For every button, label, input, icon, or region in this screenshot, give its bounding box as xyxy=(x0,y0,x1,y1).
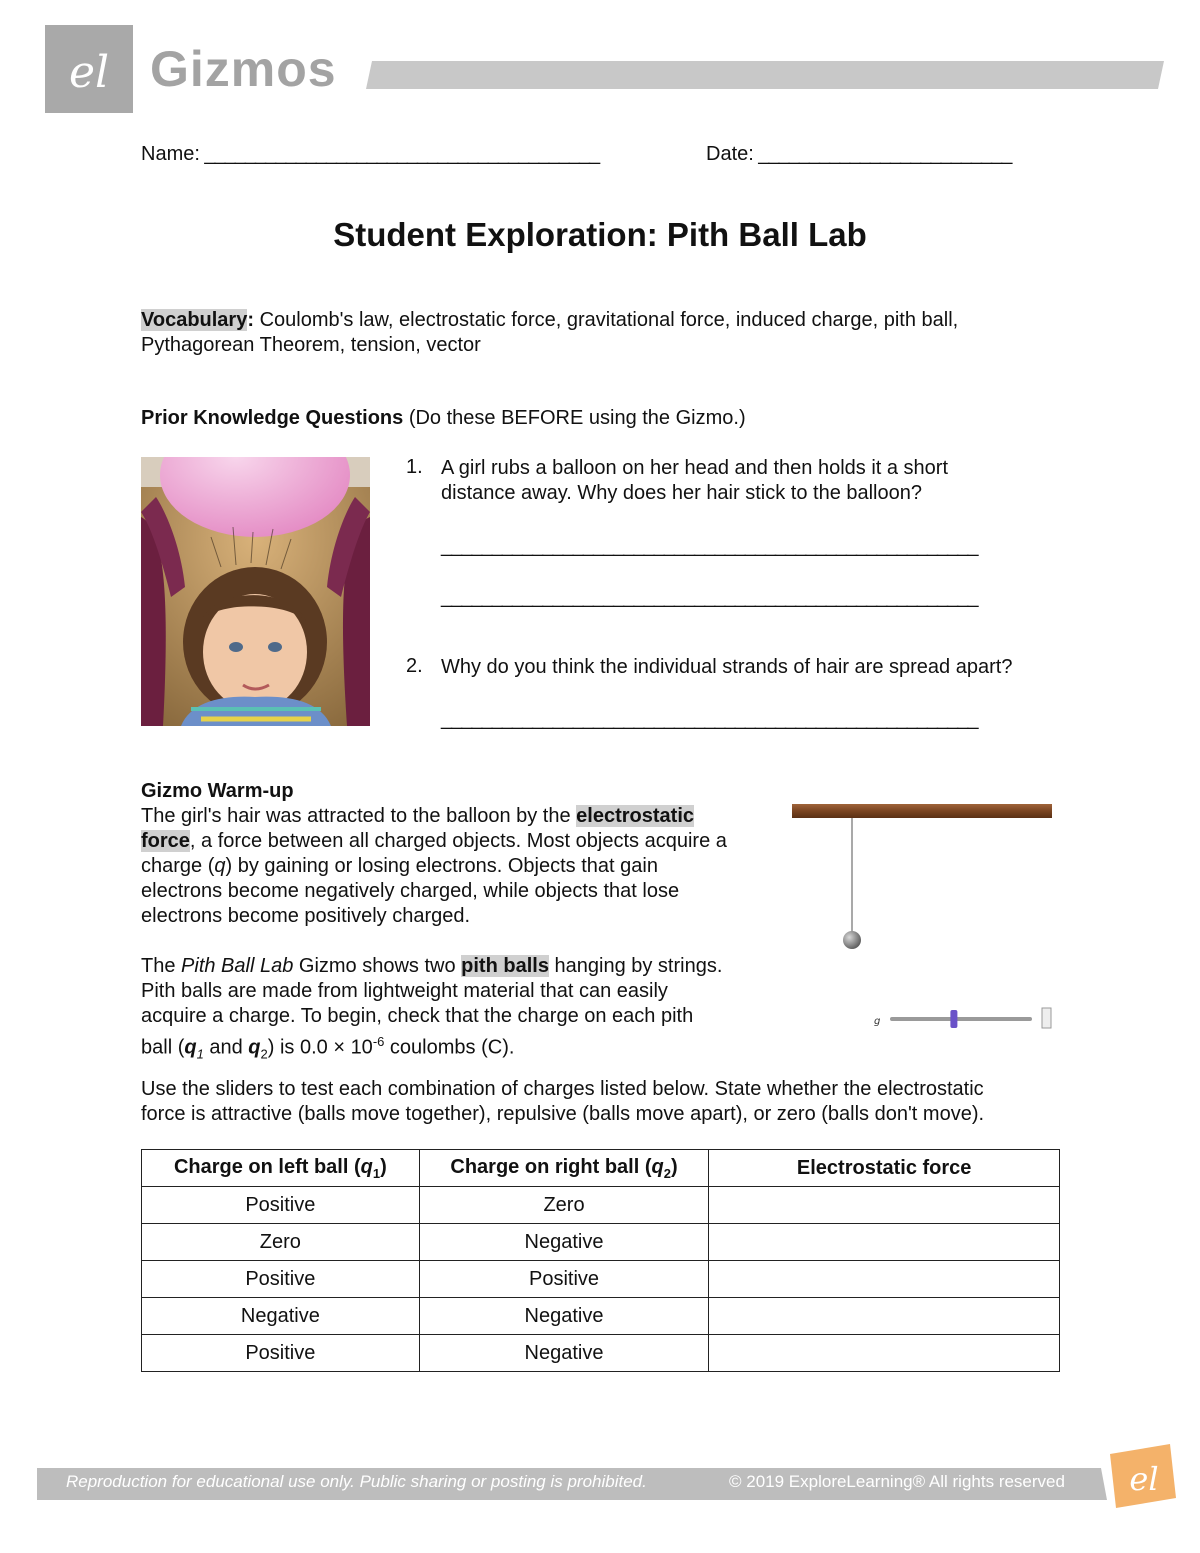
svg-text:el: el xyxy=(68,47,110,98)
answer-line-q2[interactable]: _____________________________________________________ xyxy=(441,708,978,730)
date-line[interactable]: _________________________ xyxy=(758,143,1012,165)
answer-cell[interactable] xyxy=(709,1335,1060,1372)
vocabulary: Vocabulary: Coulomb's law, electrostatic force, gravitational force, induced charge, pith ball, Pythagorean Theorem, tension, vector xyxy=(141,308,1071,358)
answer-cell[interactable] xyxy=(709,1187,1060,1224)
checkbox xyxy=(1042,1008,1051,1028)
warmup-p1-line-3: charge (q) by gaining or losing electrons. Objects that gain xyxy=(141,855,658,877)
answer-line-q1-b[interactable]: _____________________________________________________ xyxy=(441,586,978,608)
question-1-number: 1. xyxy=(406,456,423,478)
page-title: Student Exploration: Pith Ball Lab xyxy=(333,216,867,253)
el-logo-icon xyxy=(45,25,133,113)
pith-ball-gizmo-illustration xyxy=(790,798,1052,1038)
footer-copyright: © 2019 ExploreLearning® All rights reserved xyxy=(729,1472,1065,1491)
instructions: Use the sliders to test each combination of charges listed below. State whether the electrostatic force is attractive (balls move together), repulsive (balls move apart), or zero (balls don't move). xyxy=(141,1078,985,1125)
table-row: Positive Zero xyxy=(142,1187,1060,1224)
warmup-p1-line-1: The girl's hair was attracted to the balloon by the electrostatic xyxy=(141,805,695,827)
charge-slider-thumb xyxy=(950,1010,957,1028)
header-right-charge: Charge on right ball $(q_2)$ xyxy=(419,1150,709,1187)
table-row: Zero Negative xyxy=(142,1224,1060,1261)
name-label: Name: xyxy=(141,143,200,165)
question-2-number: 2. xyxy=(406,655,423,677)
vocabulary-line-2: Pythagorean Theorem, tension, vector xyxy=(141,334,481,356)
question-1-text: A girl rubs a balloon on her head and then holds it a short distance away. Why does her hair stick to the balloon? xyxy=(441,457,949,504)
warmup-p1-line-2: force, a force between all charged objects. Most objects acquire a xyxy=(141,830,727,852)
prior-knowledge-heading: Prior Knowledge Questions (Do these BEFORE using the Gizmo.) xyxy=(141,407,746,429)
header-left-charge: Charge on left ball $(q_1)$ xyxy=(142,1150,420,1187)
gizmos-brand: Gizmos xyxy=(150,41,337,97)
date-field xyxy=(706,143,1011,166)
vocabulary-label: Vocabulary xyxy=(141,309,248,331)
pith-ball xyxy=(843,931,861,949)
warmup-p1-line-4: electrons become negatively charged, while objects that lose xyxy=(141,880,680,902)
explorelearning-footer-logo-icon xyxy=(1100,1440,1178,1512)
support-rod xyxy=(792,804,1052,818)
table-row: Positive Positive xyxy=(142,1261,1060,1298)
answer-cell[interactable] xyxy=(709,1224,1060,1261)
warmup-p2-line-1: The Pith Ball Lab Gizmo shows two pith balls hanging by strings. xyxy=(141,955,723,977)
warmup-section xyxy=(141,779,781,1067)
warmup-p2-line-4: ball ($q_1$ and $q_2$) is $0.0 \times 10^{-6}$ coulombs (C). xyxy=(141,1034,515,1062)
explorelearning-logo xyxy=(45,25,133,113)
warmup-p2-line-2: Pith balls are made from lightweight material that can easily xyxy=(141,980,668,1002)
table-row: Positive Negative xyxy=(142,1335,1060,1372)
warmup-p1-line-5: electrons become positively charged. xyxy=(141,905,471,927)
slider-label: g xyxy=(874,1016,881,1027)
header-bar xyxy=(366,61,1164,89)
girl-with-balloon-photo xyxy=(141,457,370,726)
name-field xyxy=(141,143,599,166)
answer-line-q1-a[interactable]: _____________________________________________________ xyxy=(441,535,978,557)
charge-table xyxy=(141,1149,1060,1372)
table-header-row xyxy=(142,1150,1060,1187)
warmup-heading: Gizmo Warm-up xyxy=(141,780,294,802)
name-line[interactable]: _______________________________________ xyxy=(204,143,600,165)
answer-cell[interactable] xyxy=(709,1261,1060,1298)
table-row: Negative Negative xyxy=(142,1298,1060,1335)
svg-text:el: el xyxy=(1129,1460,1159,1498)
question-2-text: Why do you think the individual strands of hair are spread apart? xyxy=(441,656,1013,678)
charge-slider[interactable] xyxy=(890,1010,1032,1028)
header-electrostatic-force: Electrostatic force xyxy=(709,1150,1060,1187)
answer-cell[interactable] xyxy=(709,1298,1060,1335)
date-label: Date: xyxy=(706,143,754,165)
vocabulary-line-1: Coulomb's law, electrostatic force, gravitational force, induced charge, pith ball, xyxy=(254,309,959,331)
warmup-p2-line-3: acquire a charge. To begin, check that the charge on each pith xyxy=(141,1005,694,1027)
footer-disclaimer: Reproduction for educational use only. Public sharing or posting is prohibited. xyxy=(66,1472,647,1491)
